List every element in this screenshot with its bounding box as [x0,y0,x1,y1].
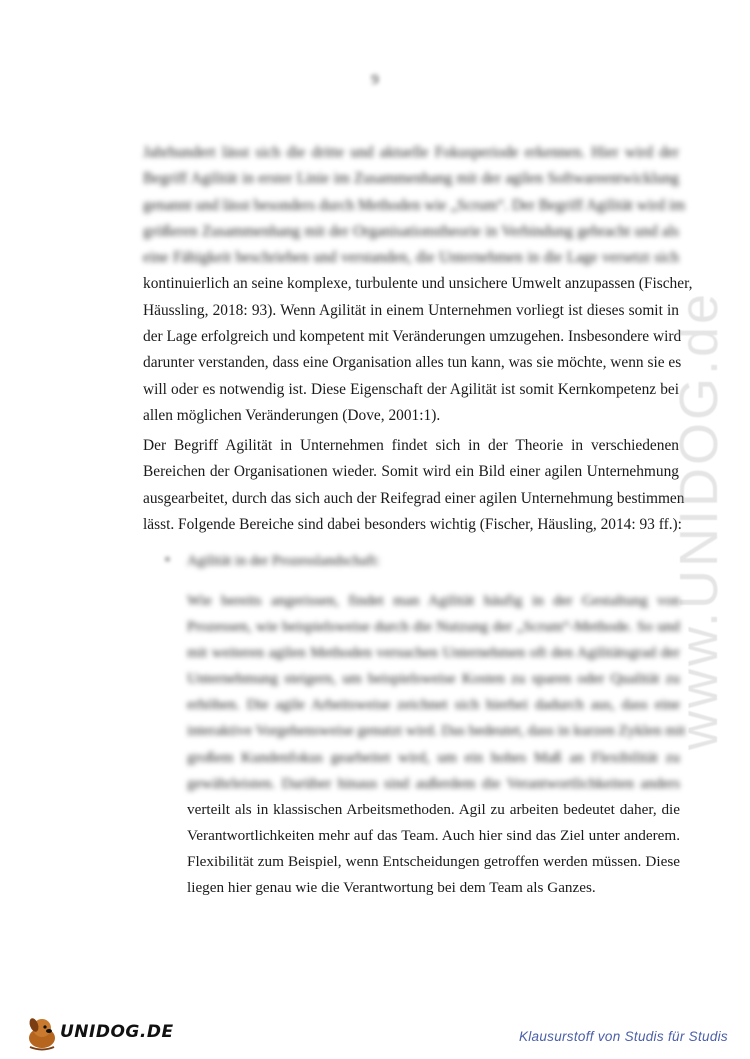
text-line: verteilt als in klassischen Arbeitsmethoden. Agil zu arbeiten bedeutet daher, die [187,800,680,818]
text-line: Der Begriff Agilität in Unternehmen findet sich in der Theorie in verschiedenen [143,437,679,454]
text-line-blurred: mit weiteren agilen Methoden versuchen Unternehmen oft den Agilitätsgrad der [187,644,680,662]
text-line-blurred: erhöhen. Die agile Arbeitsweise zeichnet sich hierbei dadurch aus, dass eine [187,696,680,714]
text-line-blurred: eine Fähigkeit beschrieben und verstanden, die Unternehmen in die Lage versetzt sich [143,249,679,267]
text-line: ausgearbeitet, durch das sich auch der Reifegrad einer agilen Unternehmung bestimmen [143,489,685,507]
text-line-blurred: Wie bereits angerissen, findet man Agilität häufig in der Gestaltung von [187,592,680,609]
text-line: darunter verstanden, dass eine Organisation alles tun kann, was sie möchte, wenn sie es [143,354,682,372]
text-line: kontinuierlich an seine komplexe, turbulente und unsichere Umwelt anzupassen (Fischer, [143,275,693,293]
paragraph-agility-definition [143,140,693,429]
text-line-blurred: gewährleisten. Darüber hinaus sind außerdem die Verantwortlichkeiten anders [187,774,680,792]
bullet-marker: • [165,553,170,568]
watermark [668,290,750,750]
paragraph-process-landscape [187,588,686,901]
dog-icon [28,1017,55,1049]
text-line: Flexibilität zum Beispiel, wenn Entscheidungen getroffen werden müssen. Diese [187,852,680,870]
text-line-blurred: Prozessen, wie beispielsweise durch die Nutzung der „Scrum“-Methode. So und [187,618,680,636]
logo-wordmark: UNIDOG.DE [60,1022,174,1042]
text-line: liegen hier genau wie die Verantwortung bei dem Team als Ganzes. [187,879,596,897]
paragraph-agility-areas [143,433,685,538]
footer-slogan: Klausurstoff von Studis für Studis [518,1029,728,1044]
text-line: lässt. Folgende Bereiche sind dabei besonders wichtig (Fischer, Häusling, 2014: 93 ff.): [143,515,682,533]
text-line: Verantwortlichkeiten mehr auf das Team. Auch hier sind das Ziel unter anderem. [187,826,680,844]
text-line-blurred: interaktive Vorgehensweise genutzt wird. Das bedeutet, dass in kurzen Zyklen mit [187,722,686,740]
text-line-blurred: großem Kundenfokus gearbeitet wird, um ein hohes Maß an Flexibilität zu [187,748,680,766]
text-line-blurred: genannt und lässt besonders durch Methoden wie „Scrum“. Der Begriff Agilität wird im [143,196,686,214]
page-number: 9 [371,72,379,88]
text-line: der Lage erfolgreich und kompetent mit Veränderungen umzugehen. Insbesondere wird [143,328,682,346]
watermark-text: www.UNIDOG.de [669,290,729,750]
text-line-blurred: größeren Zusammenhang mit der Organisationstheorie in Verbindung gebracht und als [143,222,679,240]
text-line-blurred: Begriff Agilität in erster Linie im Zusammenhang mit der agilen Softwareentwicklung [143,170,679,188]
text-line-blurred: Jahrhundert lässt sich die dritte und aktuelle Fokusperiode erkennen. Hier wird der [143,144,679,161]
bullet-heading: Agilität in der Prozesslandschaft: [187,553,380,569]
text-line: Bereichen der Organisationen wieder. Somit wird ein Bild einer agilen Unternehmung [143,463,679,481]
text-line: allen möglichen Veränderungen (Dove, 2001:1). [143,406,441,424]
text-line: will oder es notwendig ist. Diese Eigenschaft der Agilität ist somit Kernkompetenz bei [143,380,679,398]
text-line: Häussling, 2018: 93). Wenn Agilität in einem Unternehmen vorliegt ist dieses somit in [143,301,679,319]
text-line-blurred: Unternehmung steigern, um beispielsweise Kosten zu sparen oder Qualität zu [187,670,680,688]
